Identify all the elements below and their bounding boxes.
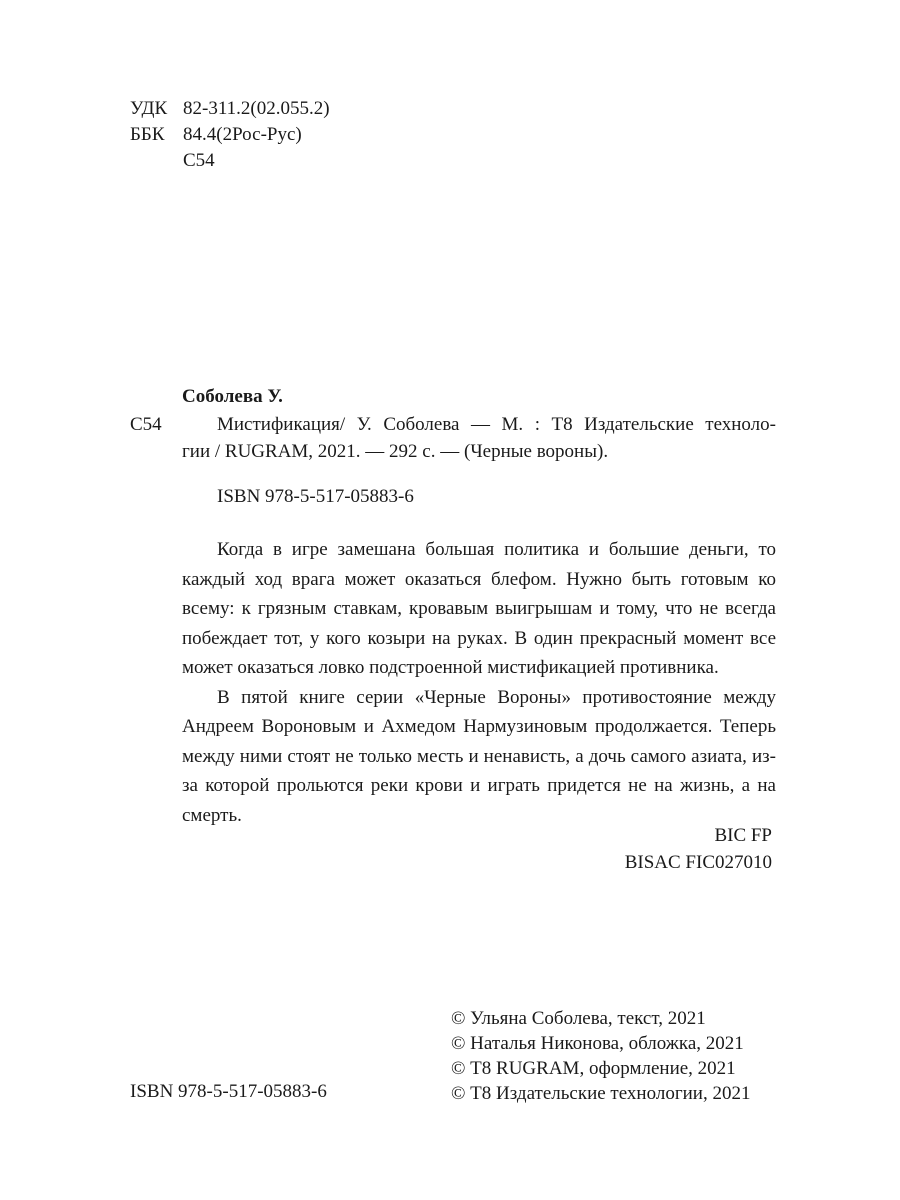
copyright-line: © Наталья Никонова, обложка, 2021 (451, 1033, 744, 1054)
annotation-paragraph-2: В пятой книге серии «Черные Вороны» противостояние между Андреем Вороновым и Ахмедом Нармузиновым продолжается. Теперь между ними стоят не только месть и ненависть, а дочь самого азиата, из-за которой прольются реки крови и играть придется не на жизнь, а на смерть. (182, 686, 776, 826)
isbn-record: ISBN 978-5-517-05883-6 (217, 486, 414, 507)
bibliographic-line-1: Мистификация/ У. Соболева — М. : Т8 Издательские техноло- (217, 414, 776, 435)
copyright-line: © Т8 Издательские технологии, 2021 (451, 1083, 751, 1104)
udk-row (130, 98, 330, 120)
author-mark: С54 (183, 150, 215, 171)
annotation (182, 535, 776, 830)
bbk-label: ББК (130, 124, 165, 145)
copyright-line: © Ульяна Соболева, текст, 2021 (451, 1008, 706, 1029)
copyright-line: © Т8 RUGRAM, оформление, 2021 (451, 1058, 736, 1079)
copyright-list (451, 1006, 750, 1106)
bibliographic-line-2: гии / RUGRAM, 2021. — 292 с. — (Черные вороны). (182, 441, 609, 462)
author-mark-row (130, 150, 215, 172)
side-author-mark: С54 (130, 414, 162, 435)
author-name: Соболева У. (182, 386, 283, 407)
bisac-code: BISAC FIC027010 (624, 852, 772, 873)
udk-value: 82-311.2(02.055.2) (183, 98, 330, 119)
bic-code: BIC FP (714, 825, 772, 846)
udk-label: УДК (130, 98, 168, 119)
annotation-paragraph-1: Когда в игре замешана большая политика и большие деньги, то каждый ход врага может оказаться блефом. Нужно быть готовым ко всему: к грязным ставкам, кровавым выигрышам и тому, что не всегда побеждает тот, у кого козыри на руках. В один прекрасный момент все может оказаться ловко подстроенной мистификацией противника. (182, 539, 776, 678)
bbk-value: 84.4(2Рос-Рус) (183, 124, 302, 145)
bbk-row (130, 124, 302, 146)
isbn-footer: ISBN 978-5-517-05883-6 (130, 1081, 327, 1102)
